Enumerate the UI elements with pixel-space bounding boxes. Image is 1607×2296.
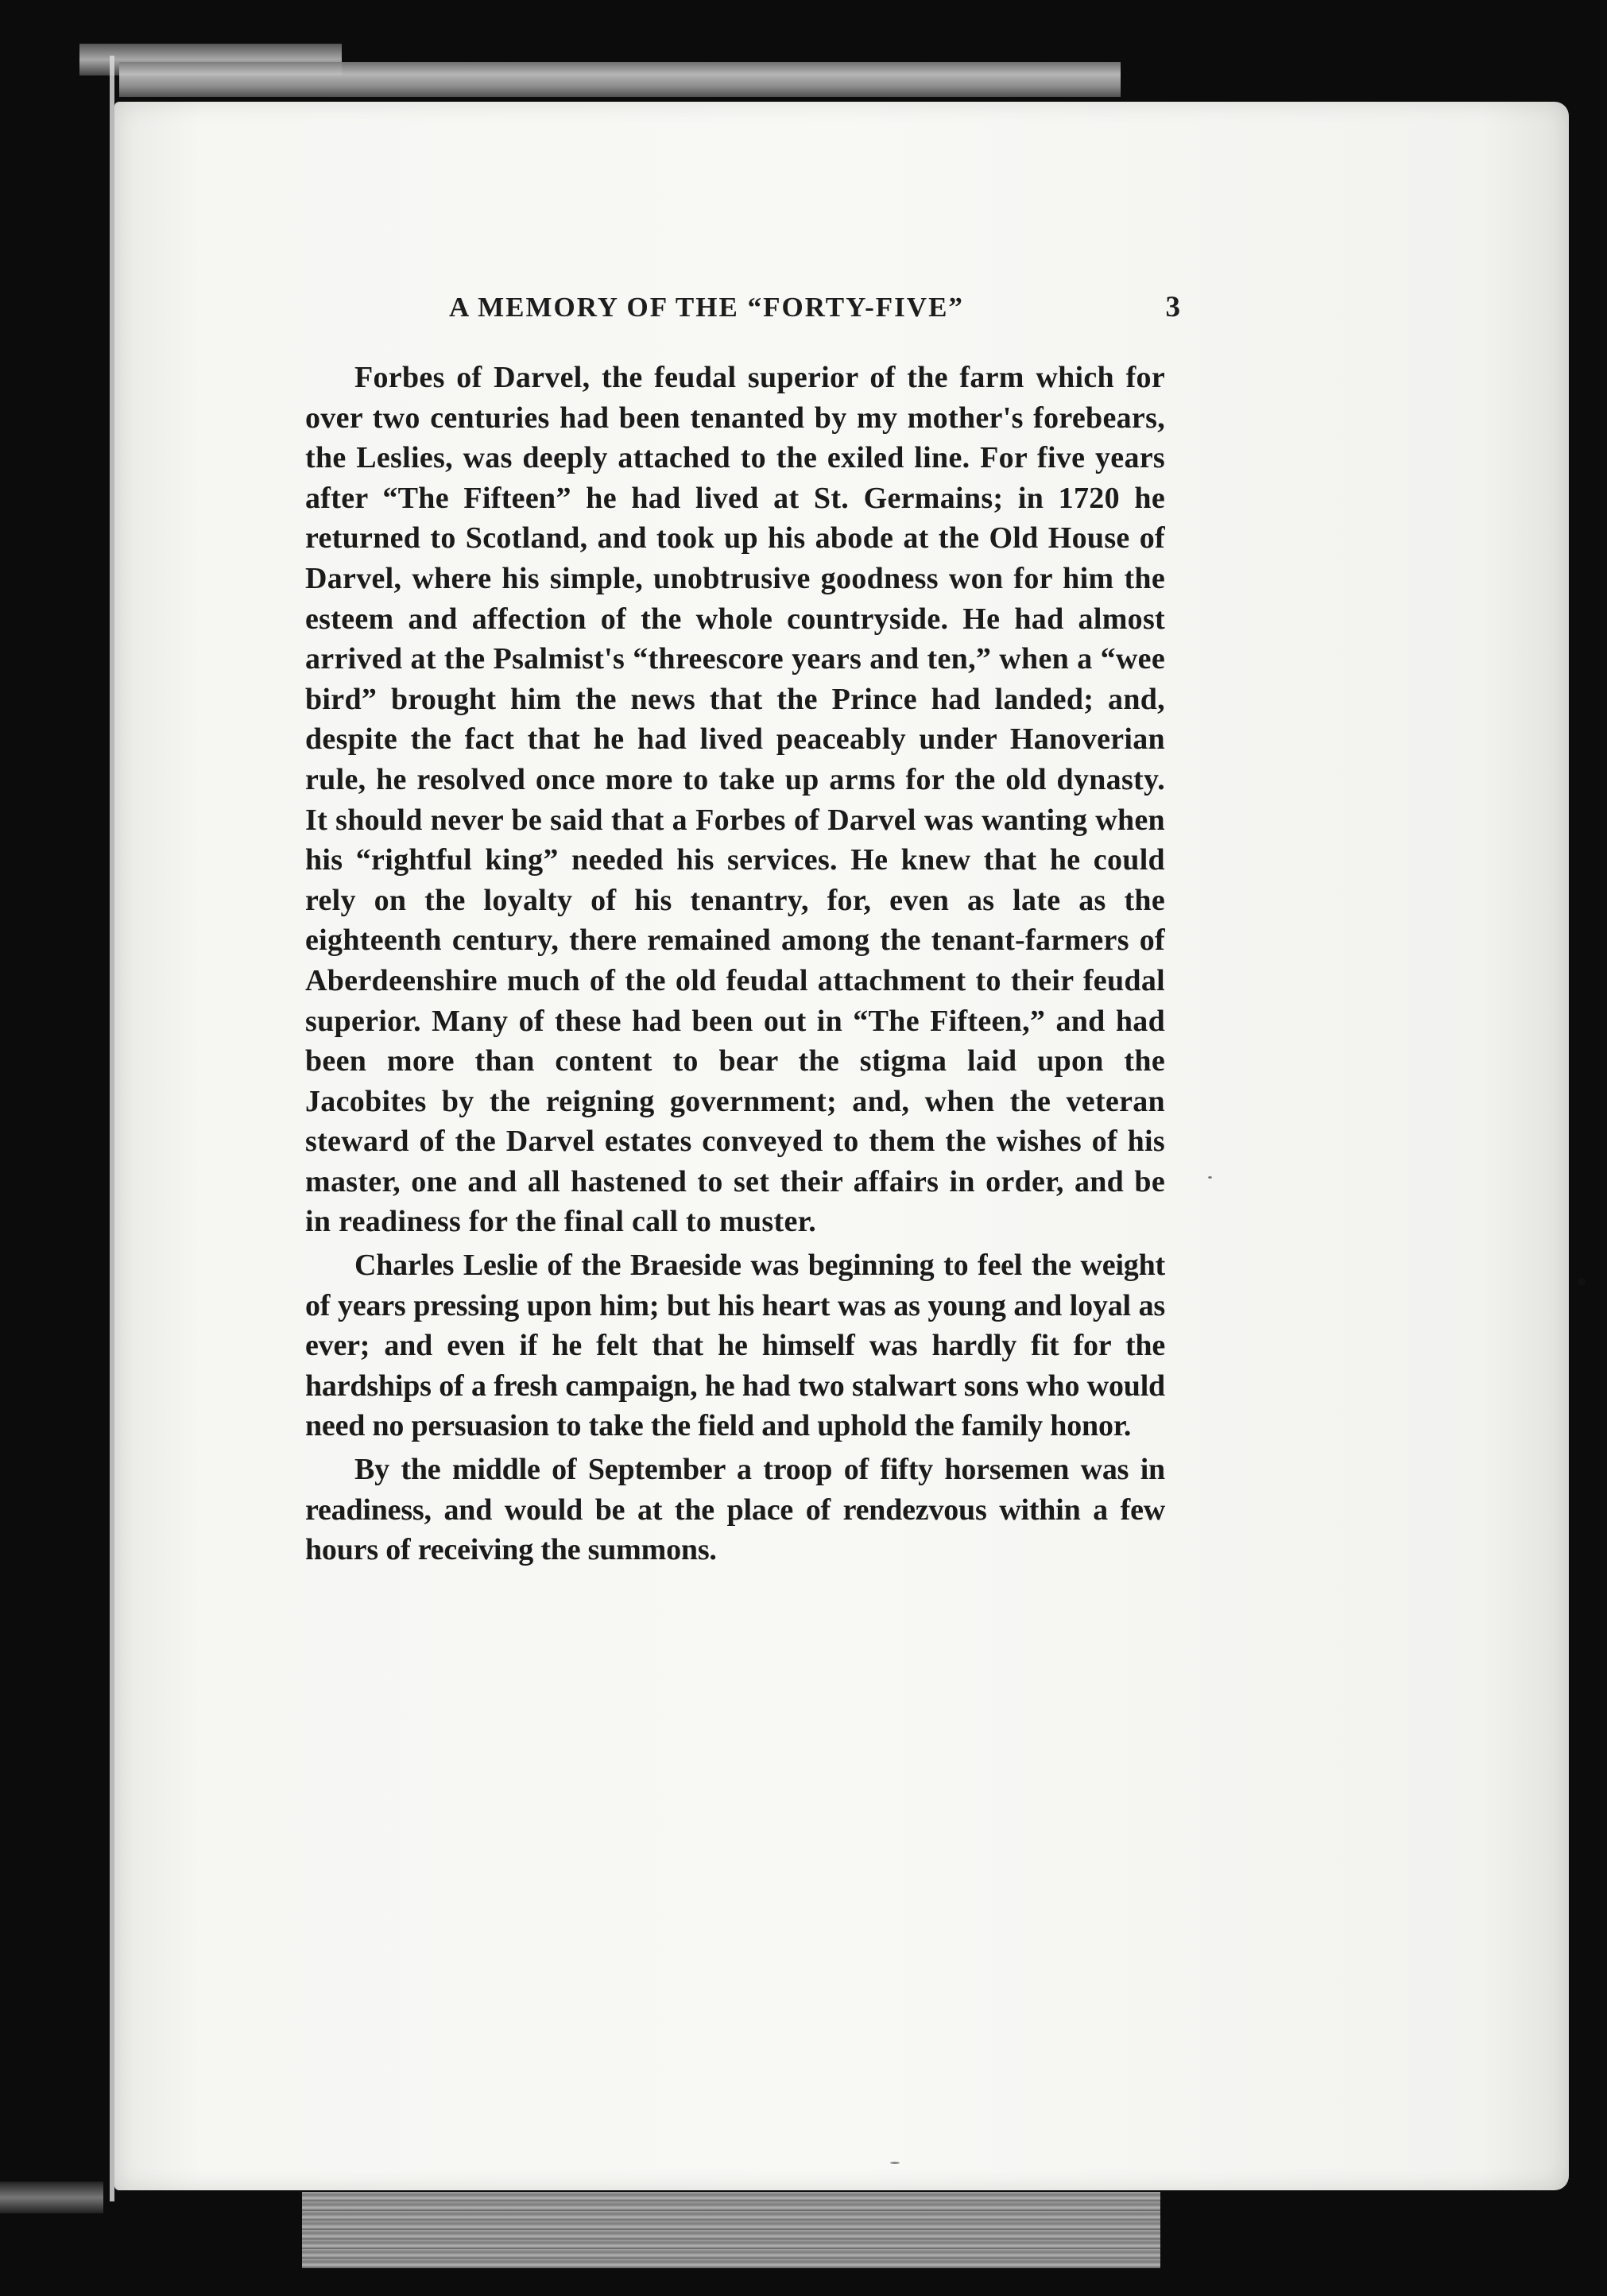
dust-speck xyxy=(890,2162,900,2164)
paragraph-1: Forbes of Darvel, the feudal superior of the farm which for over two centuries had been tenanted by my mother's forebears, the Leslies, was deeply attached to the exiled line. For five years after “The Fifteen” he had lived at St. Germains; in 1720 he returned to Scotland, and took up his abode at the Old House of Darvel, where his simple, unobtrusive goodness won for him the esteem and affection of the whole countryside. He had almost arrived at the Psalmist's “threescore years and ten,” when a “wee bird” brought him the news that the Prince had landed; and, despite the fact that he had lived peaceably under Hanoverian rule, he resolved once more to take up arms for the old dynasty. It should never be said that a Forbes of Darvel was wanting when his “rightful king” needed his services. He knew that he could rely on the loyalty of his tenantry, for, even as late as the eighteenth century, there remained among the tenant-farmers of Aberdeenshire much of the old feudal attachment to their feudal superior. Many of these had been out in “The Fifteen,” and had been more than content to bear the stigma laid upon the Jacobites by the reigning government; and, when the veteran steward of the Darvel estates conveyed to them the wishes of his master, one and all hastened to set their affairs in order, and be in readiness for the final call to muster. xyxy=(305,361,1165,1239)
scanner-edge-bottom xyxy=(302,2192,1160,2268)
scanner-edge-top xyxy=(119,62,1121,97)
paragraph-3: By the middle of September a troop of fifty horsemen was in readiness, and would be at the place of rendezvous within a few hours of receiving the summons. xyxy=(305,1453,1165,1567)
page-header xyxy=(449,284,1180,331)
scanner-edge-bottom-left xyxy=(0,2182,103,2213)
paragraph-2: Charles Leslie of the Braeside was beginning to feel the weight of years pressing upon him; but his heart was as young and loyal as ever; and even if he felt that he himself was hardly fit for the hardships of a fresh campaign, he had two stalwart sons who would need no persuasion to take the field and uphold the family honor. xyxy=(305,1249,1165,1443)
page-body xyxy=(305,358,1165,1963)
dust-speck xyxy=(1578,1278,1586,1286)
dust-speck xyxy=(1208,1176,1212,1179)
page-number: 3 xyxy=(1165,291,1180,323)
running-head: A MEMORY OF THE “FORTY-FIVE” xyxy=(449,292,964,323)
